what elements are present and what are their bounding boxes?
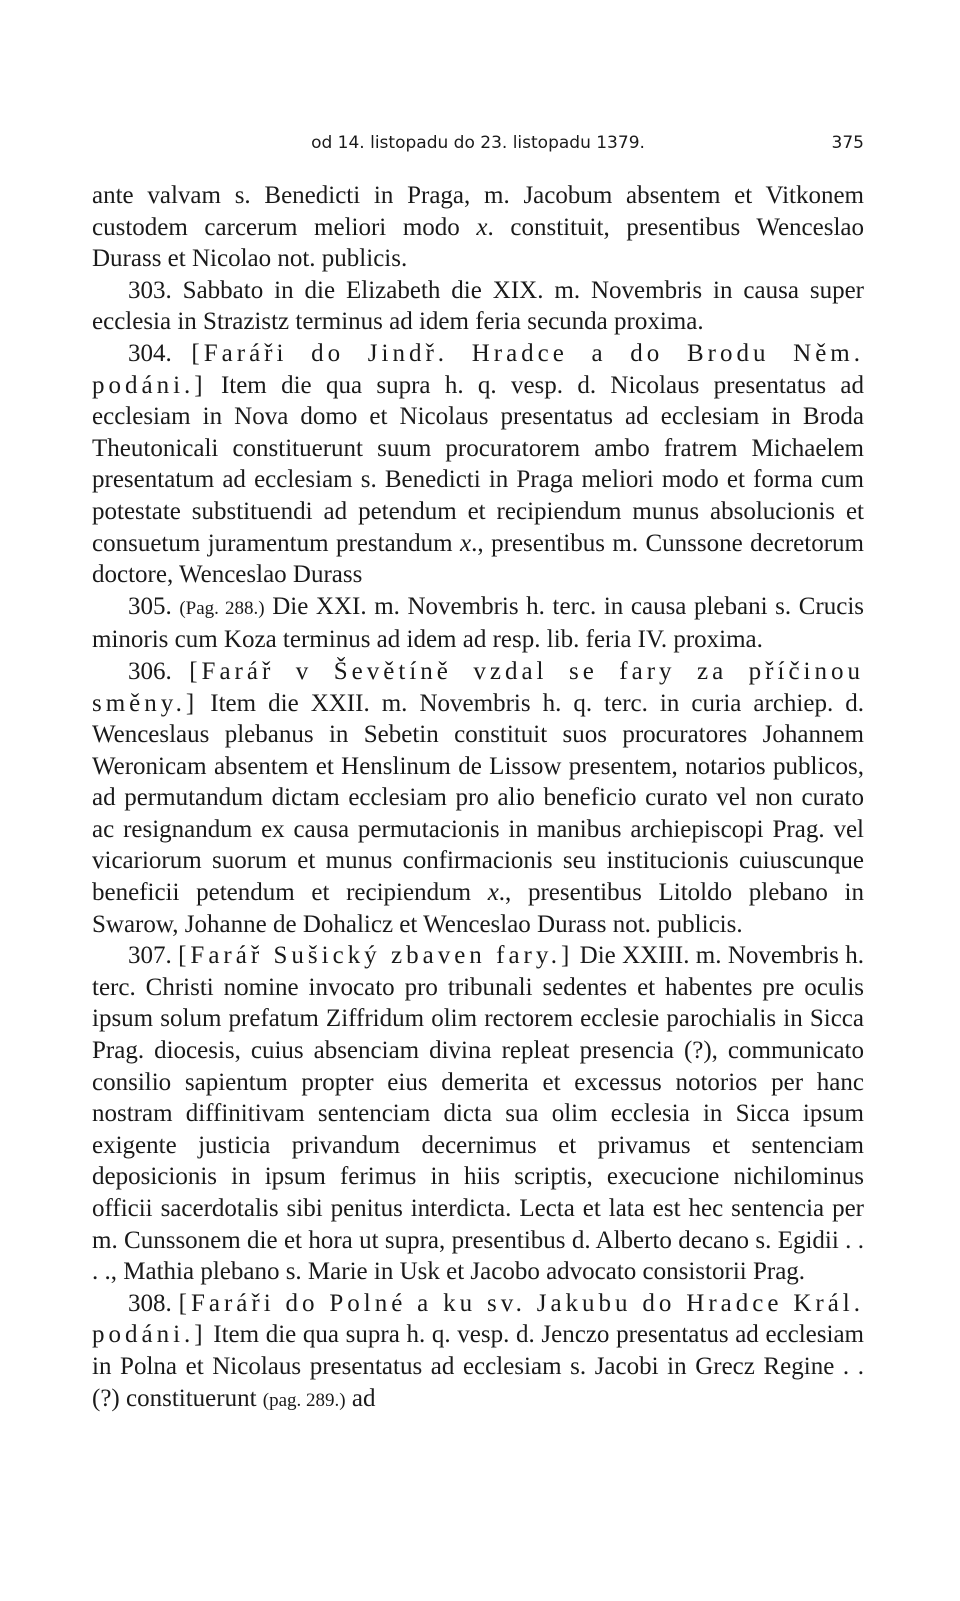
entry-text: Item die qua supra h. q. vesp. d. Nicolaus presentatus ad ecclesiam in Nova domo et Nicolaus presentatus ad ecclesiam in Broda Theutonicali constituerunt suum procuratorem ambo fratrem Michaelem presentatum ad ecclesiam s. Benedicti in Praga meliori modo et forma cum potestate substituendi ad petendum et recipiendum munus absolucionis et consuetum juramentum prestandum [92, 371, 864, 557]
entry-number: 306. [128, 657, 190, 685]
running-header [92, 128, 864, 158]
entry-heading: [Farář v Ševětíně vzdal se fary za příčinou směny.] [92, 657, 864, 717]
entry-304 [92, 338, 864, 591]
entry-text: Item die qua supra h. q. vesp. d. Jenczo presentatus ad ecclesiam in Polna et Nicolaus presentatus ad ecclesiam s. Jacobi in Grecz Regine . . (?) constituerunt [92, 1321, 864, 1412]
page-number: 375 [831, 133, 864, 153]
entry-heading: [Faráři do Polné a ku sv. Jakubu do Hradce Král. podáni.] [92, 1289, 864, 1349]
entry-text: 303. Sabbato in die Elizabeth die XIX. m. Novembris in causa super ecclesia in Strazistz terminus ad idem feria secunda proxima. [92, 276, 864, 336]
entry-heading: [Faráři do Jindř. Hradce a do Brodu Něm. podáni.] [92, 339, 864, 399]
entry-text: Die XXI. m. Novembris h. terc. in causa plebani s. Crucis minoris cum Koza terminus ad idem ad resp. lib. feria IV. proxima. [92, 592, 865, 654]
entry-306 [92, 656, 864, 940]
x-mark: x [476, 213, 488, 241]
page-reference: (pag. 289.) [262, 1389, 346, 1411]
entry-number: 307. [128, 942, 179, 970]
entry-text: ., presentibus m. Cunssone decretorum doctore, Wenceslao Durass [92, 529, 864, 589]
page-reference: (Pag. 288.) [179, 597, 265, 619]
entry-continuation [92, 180, 864, 275]
entry-text: ad [345, 1384, 376, 1412]
entry-number: 304. [128, 339, 192, 367]
entry-text: Die XXIII. m. Novembris h. terc. Christi nomine invocato pro tribunali sedentes et habentes pre oculis ipsum solum prefatum Ziffridum olim rectorem ecclesie parochialis in Sicca Prag. diocesis, cuius absenciam divina repleat presencia (?), communicato consilio sapientum propter eius demerita et excessus notorios per hanc nostram diffinitivam sentenciam dicta sua olim ecclesia in Sicca ipsum exigente justicia privandum decernimus et privamus et sentenciam deposicionis in ipsum ferimus in hiis scriptis, execucione nichilominus officii sacerdotalis sibi penitus interdicta. Lecta et lata est hec sentencia per m. Cunssonem die et hora ut supra, presentibus d. Alberto decano s. Egidii . . . ., Mathia plebano s. Marie in Usk et Jacobo advocato consistorii Prag. [92, 942, 864, 1286]
entry-308 [92, 1288, 864, 1416]
entry-number: 308. [128, 1289, 179, 1317]
entry-text: ., presentibus Litoldo plebano in Swarow, Johanne de Dohalicz et Wenceslao Durass not. publicis. [92, 879, 865, 938]
entry-307 [92, 940, 864, 1288]
entry-text: ante valvam s. Benedicti in Praga, m. Jacobum absentem et Vitkonem custodem carcerum meliori modo [92, 182, 864, 241]
entry-heading: [Farář Sušický zbaven fary.] [178, 942, 574, 970]
body-text [92, 180, 864, 1416]
entry-text: Item die XXII. m. Novembris h. q. terc. in curia archiep. d. Wenceslaus plebanus in Sebetin constituit suos procuratores Johannem Weronicam absentem et Henslinum de Lissow presentem, notarios publicos, ad permutandum dictam ecclesiam pro alio beneficio curato vel non curato ac resignandum ex causa permutacionis in manibus archiepiscopi Prag. vel vicariorum suorum et munus confirmacionis seu institucionis cuiuscunque beneficii petendum et recipiendum [92, 689, 864, 907]
x-mark: x [487, 879, 499, 907]
entry-305 [92, 591, 864, 656]
x-mark: x [460, 529, 472, 557]
entry-303 [92, 275, 864, 338]
entry-text: . constituit, presentibus Wenceslao Durass et Nicolao not. publicis. [92, 213, 865, 273]
entry-number: 305. [128, 592, 180, 620]
header-title: od 14. listopadu do 23. listopadu 1379. [311, 133, 645, 153]
